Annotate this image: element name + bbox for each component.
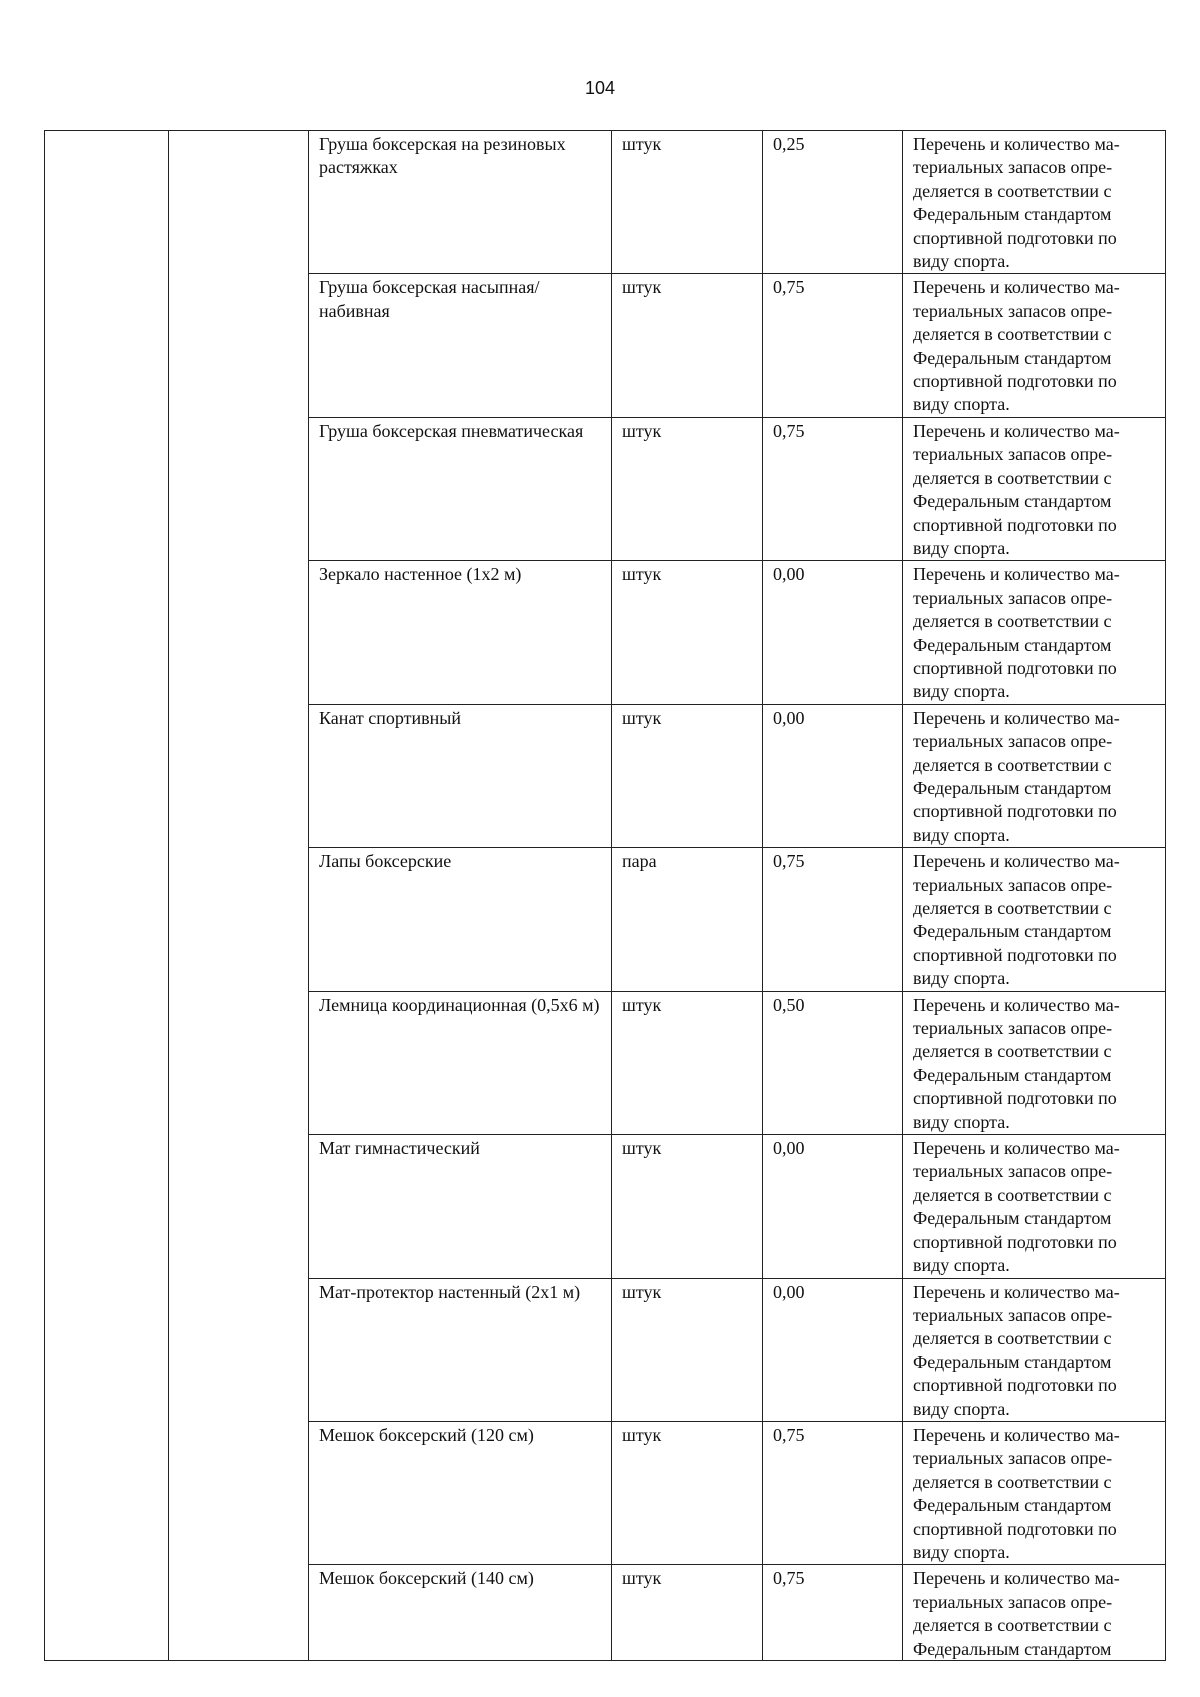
note-cell: [903, 704, 1166, 847]
note-line: Федеральным стандартом: [913, 634, 1112, 655]
note-cell: [903, 274, 1166, 417]
merged-blank-cell-1: [45, 131, 169, 1661]
note-line: спортивной подготовки по: [913, 657, 1117, 678]
note-line: Перечень и количество ма-: [913, 134, 1120, 154]
note-line: Перечень и количество ма-: [913, 1568, 1120, 1589]
quantity-cell: 0,00: [763, 704, 903, 847]
note-cell: [903, 1278, 1166, 1421]
quantity-cell: 0,00: [763, 1278, 903, 1421]
table-body: [45, 131, 1166, 1661]
note-line: деляется в соответствии с: [913, 180, 1112, 201]
note-line: спортивной подготовки по: [913, 514, 1117, 535]
unit-cell: штук: [612, 1135, 763, 1278]
note-line: териальных запасов опре-: [913, 1304, 1113, 1325]
note-line: териальных запасов опре-: [913, 874, 1113, 895]
note-line: териальных запасов опре-: [913, 1448, 1113, 1469]
note-line: Перечень и количество ма-: [913, 1281, 1120, 1302]
unit-cell: штук: [612, 561, 763, 704]
note-cell: [903, 1421, 1166, 1564]
unit-cell: штук: [612, 704, 763, 847]
note-line: деляется в соответствии с: [913, 1328, 1112, 1349]
table-row: [45, 131, 1166, 274]
note-line: Федеральным стандартом: [913, 1351, 1112, 1372]
note-line: Федеральным стандартом: [913, 347, 1112, 368]
note-line: спортивной подготовки по: [913, 1088, 1117, 1109]
unit-cell: штук: [612, 991, 763, 1134]
page-number: 104: [584, 78, 616, 98]
note-line: спортивной подготовки по: [913, 1375, 1117, 1396]
item-name-cell: Мат-протектор настенный (2x1 м): [309, 1278, 612, 1421]
note-line: виду спорта.: [913, 1398, 1010, 1419]
item-name-cell: Канат спортивный: [309, 704, 612, 847]
unit-cell: штук: [612, 1565, 763, 1661]
note-line: спортивной подготовки по: [913, 371, 1117, 392]
note-cell: [903, 561, 1166, 704]
note-line: виду спорта.: [913, 251, 1010, 272]
note-cell: [903, 417, 1166, 560]
note-line: виду спорта.: [913, 824, 1010, 845]
equipment-table: [44, 130, 1166, 1661]
item-name-cell: Мешок боксерский (140 см): [309, 1565, 612, 1661]
note-line: Федеральным стандартом: [913, 921, 1112, 942]
item-name-cell: Груша боксерская пневматическая: [309, 417, 612, 560]
note-cell: [903, 1565, 1166, 1661]
note-line: Перечень и количество ма-: [913, 1424, 1120, 1445]
note-line: Перечень и количество ма-: [913, 1138, 1120, 1159]
note-line: виду спорта.: [913, 1541, 1010, 1562]
quantity-cell: 0,75: [763, 417, 903, 560]
quantity-cell: 0,50: [763, 991, 903, 1134]
note-line: деляется в соответствии с: [913, 1041, 1112, 1062]
quantity-cell: 0,00: [763, 1135, 903, 1278]
quantity-cell: 0,75: [763, 274, 903, 417]
note-line: спортивной подготовки по: [913, 801, 1117, 822]
note-line: териальных запасов опре-: [913, 444, 1113, 465]
note-line: деляется в соответствии с: [913, 1615, 1112, 1636]
note-line: виду спорта.: [913, 968, 1010, 989]
note-line: деляется в соответствии с: [913, 1471, 1112, 1492]
note-line: териальных запасов опре-: [913, 731, 1113, 752]
note-line: Перечень и количество ма-: [913, 564, 1120, 585]
item-name-cell: Мат гимнастический: [309, 1135, 612, 1278]
item-name-cell: Лемница координационная (0,5x6 м): [309, 991, 612, 1134]
note-line: виду спорта.: [913, 537, 1010, 558]
note-line: териальных запасов опре-: [913, 1591, 1113, 1612]
note-line: деляется в соответствии с: [913, 754, 1112, 775]
note-cell: [903, 848, 1166, 991]
note-line: Федеральным стандартом: [913, 1495, 1112, 1516]
note-cell: [903, 991, 1166, 1134]
note-line: Перечень и количество ма-: [913, 277, 1120, 298]
note-line: Федеральным стандартом: [913, 1208, 1112, 1229]
unit-cell: штук: [612, 131, 763, 274]
note-line: Федеральным стандартом: [913, 491, 1112, 512]
unit-cell: штук: [612, 417, 763, 560]
note-line: Перечень и количество ма-: [913, 420, 1120, 441]
note-line: Федеральным стандартом: [913, 777, 1112, 798]
unit-cell: штук: [612, 1421, 763, 1564]
note-line: деляется в соответствии с: [913, 467, 1112, 488]
unit-cell: пара: [612, 848, 763, 991]
note-line: териальных запасов опре-: [913, 157, 1113, 178]
note-line: Перечень и количество ма-: [913, 851, 1120, 872]
item-name-cell: Мешок боксерский (120 см): [309, 1421, 612, 1564]
quantity-cell: 0,75: [763, 848, 903, 991]
note-line: спортивной подготовки по: [913, 1231, 1117, 1252]
note-line: спортивной подготовки по: [913, 1518, 1117, 1539]
quantity-cell: 0,00: [763, 561, 903, 704]
quantity-cell: 0,75: [763, 1565, 903, 1661]
item-name-cell: Лапы боксерские: [309, 848, 612, 991]
merged-blank-cell-2: [169, 131, 309, 1661]
note-line: деляется в соответствии с: [913, 611, 1112, 632]
note-line: териальных запасов опре-: [913, 1018, 1113, 1039]
quantity-cell: 0,25: [763, 131, 903, 274]
note-line: Перечень и количество ма-: [913, 707, 1120, 728]
note-line: спортивной подготовки по: [913, 227, 1117, 248]
note-cell: [903, 1135, 1166, 1278]
note-line: териальных запасов опре-: [913, 1161, 1113, 1182]
note-line: териальных запасов опре-: [913, 587, 1113, 608]
note-line: Федеральным стандартом: [913, 1638, 1112, 1659]
item-name-cell: Груша боксерская на резиновых растяжках: [309, 131, 612, 274]
unit-cell: штук: [612, 274, 763, 417]
note-line: виду спорта.: [913, 394, 1010, 415]
note-line: Перечень и количество ма-: [913, 994, 1120, 1015]
note-line: виду спорта.: [913, 681, 1010, 702]
note-line: Федеральным стандартом: [913, 1064, 1112, 1085]
note-line: териальных запасов опре-: [913, 300, 1113, 321]
note-line: деляется в соответствии с: [913, 324, 1112, 345]
note-line: спортивной подготовки по: [913, 944, 1117, 965]
item-name-cell: Груша боксерская насыпная/набивная: [309, 274, 612, 417]
note-line: виду спорта.: [913, 1255, 1010, 1276]
quantity-cell: 0,75: [763, 1421, 903, 1564]
note-line: деляется в соответствии с: [913, 1184, 1112, 1205]
item-name-cell: Зеркало настенное (1x2 м): [309, 561, 612, 704]
note-cell: [903, 131, 1166, 274]
note-line: Федеральным стандартом: [913, 204, 1112, 225]
note-line: виду спорта.: [913, 1111, 1010, 1132]
note-line: деляется в соответствии с: [913, 898, 1112, 918]
unit-cell: штук: [612, 1278, 763, 1421]
